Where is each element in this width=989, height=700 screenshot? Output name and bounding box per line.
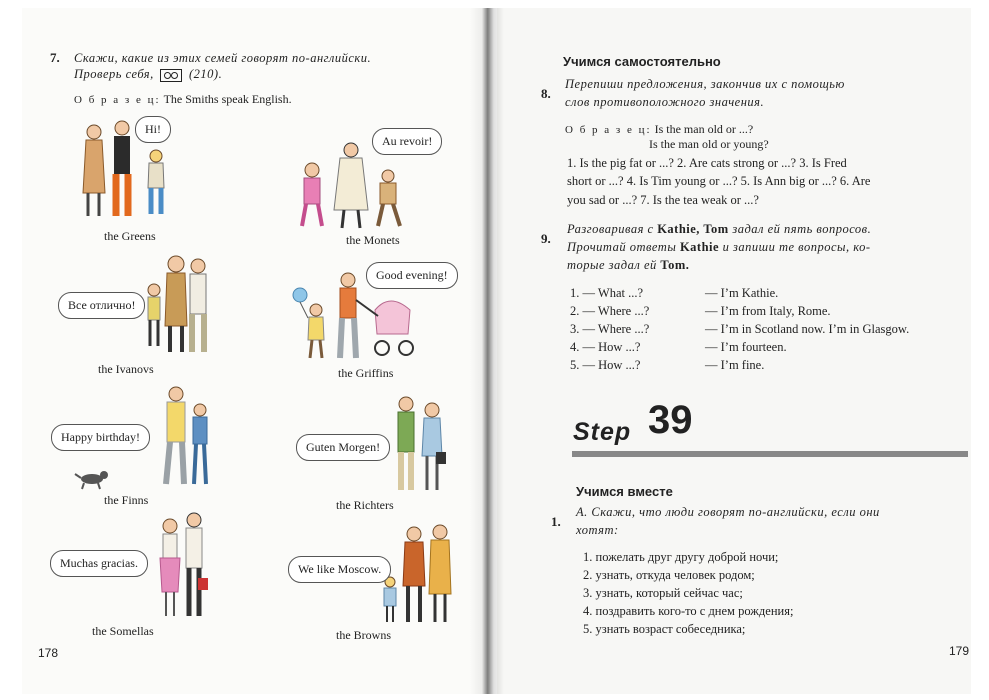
exercise-7-number: 7. — [50, 50, 60, 65]
ex1-item-5: 5. узнать возраст собеседника; — [583, 622, 746, 636]
exercise-7-check-text: Проверь себя, — [74, 67, 154, 81]
exercise-8-task-line2: слов противоположного значения. — [565, 95, 765, 109]
page-number-left: 178 — [38, 646, 59, 660]
speech-bubble-monets: Au revoir! — [372, 128, 442, 155]
exercise-9-task-line3: торые задал ей Tom. — [567, 258, 690, 272]
exercise-8-task-line1: Перепиши предложения, закончив их с помощью — [565, 77, 845, 91]
ex1-item-1: 1. пожелать друг другу доброй ночи; — [583, 550, 779, 564]
exercise-7-task-line2 — [74, 67, 222, 82]
speech-bubble-richters: Guten Morgen! — [296, 434, 390, 461]
family-label-greens: the Greens — [104, 229, 156, 243]
answer-line-3: — I’m in Scotland now. I’m in Glasgow. — [705, 322, 910, 336]
sample-text: The Smiths speak English. — [163, 92, 292, 106]
speech-bubble-browns: We like Moscow. — [288, 556, 391, 583]
exercise-8-sample — [565, 122, 753, 137]
speech-bubble-greens: Hi! — [135, 116, 171, 143]
question-line-1: 1. — What ...? — [570, 286, 644, 300]
exercise-1-number: 1. — [551, 514, 561, 529]
exercise-8-line1: 1. Is the pig fat or ...? 2. Are cats strong or ...? 3. Is Fred — [567, 156, 847, 170]
question-line-3: 3. — Where ...? — [570, 322, 650, 336]
exercise-7-task-line1: Скажи, какие из этих семей говорят по-английски. — [74, 51, 372, 65]
illustration-ivanovs — [140, 254, 220, 359]
sample-label: О б р а з е ц: — [565, 124, 652, 136]
exercise-8-sample-line2: Is the man old or young? — [649, 137, 769, 151]
family-label-somellas: the Somellas — [92, 624, 154, 638]
sample-line1: Is the man old or ...? — [654, 122, 754, 136]
exercise-9-number: 9. — [541, 231, 551, 246]
step-divider — [572, 451, 968, 457]
exercise-8-number: 8. — [541, 86, 551, 101]
step-number: 39 — [648, 398, 693, 442]
section-heading-independent: Учимся самостоятельно — [563, 54, 721, 69]
family-label-richters: the Richters — [336, 498, 394, 512]
family-label-griffins: the Griffins — [338, 366, 394, 380]
question-line-2: 2. — Where ...? — [570, 304, 650, 318]
answer-line-5: — I’m fine. — [705, 358, 765, 372]
question-line-5: 5. — How ...? — [570, 358, 641, 372]
answer-line-2: — I’m from Italy, Rome. — [705, 304, 831, 318]
family-label-monets: the Monets — [346, 233, 400, 247]
ex1-item-3: 3. узнать, который сейчас час; — [583, 586, 743, 600]
exercise-8-line3: you sad or ...? 7. Is the tea weak or ...? — [567, 193, 759, 207]
illustration-monets — [296, 142, 411, 232]
speech-bubble-griffins: Good evening! — [366, 262, 458, 289]
ex1-item-2: 2. узнать, откуда человек родом; — [583, 568, 755, 582]
exercise-9-task-line1: Разговаривая с Kathie, Tom задал ей пять вопросов. — [567, 222, 872, 236]
family-label-finns: the Finns — [104, 493, 149, 507]
exercise-7-sample — [74, 92, 292, 107]
exercise-7-track-number: (210). — [189, 67, 223, 81]
exercise-1-task-line2: хотят: — [576, 523, 619, 537]
section-heading-together: Учимся вместе — [576, 484, 673, 499]
sample-label: О б р а з е ц: — [74, 94, 161, 106]
speech-bubble-ivanovs: Все отлично! — [58, 292, 145, 319]
question-line-4: 4. — How ...? — [570, 340, 641, 354]
speech-bubble-finns: Happy birthday! — [51, 424, 150, 451]
answer-line-1: — I’m Kathie. — [705, 286, 779, 300]
dog-icon — [72, 468, 112, 490]
answer-line-4: — I’m fourteen. — [705, 340, 787, 354]
step-title: Step — [573, 418, 632, 446]
book-gutter — [470, 8, 504, 694]
illustration-richters — [386, 392, 456, 494]
page-number-right: 179 — [949, 644, 970, 658]
family-label-ivanovs: the Ivanovs — [98, 362, 154, 376]
exercise-8-line2: short or ...? 4. Is Tim young or ...? 5. Is Ann big or ...? 6. Are — [567, 174, 871, 188]
exercise-1-task-line1: А. Скажи, что люди говорят по-английски, если они — [576, 505, 880, 519]
exercise-9-task-line2: Прочитай ответы Kathie и запиши те вопросы, ко- — [567, 240, 871, 254]
family-label-browns: the Browns — [336, 628, 391, 642]
speech-bubble-somellas: Muchas gracias. — [50, 550, 148, 577]
illustration-somellas — [152, 512, 214, 622]
illustration-browns — [380, 522, 460, 627]
ex1-item-4: 4. поздравить кого-то с днем рождения; — [583, 604, 794, 618]
illustration-finns — [156, 384, 216, 494]
audio-cassette-icon — [160, 69, 182, 82]
